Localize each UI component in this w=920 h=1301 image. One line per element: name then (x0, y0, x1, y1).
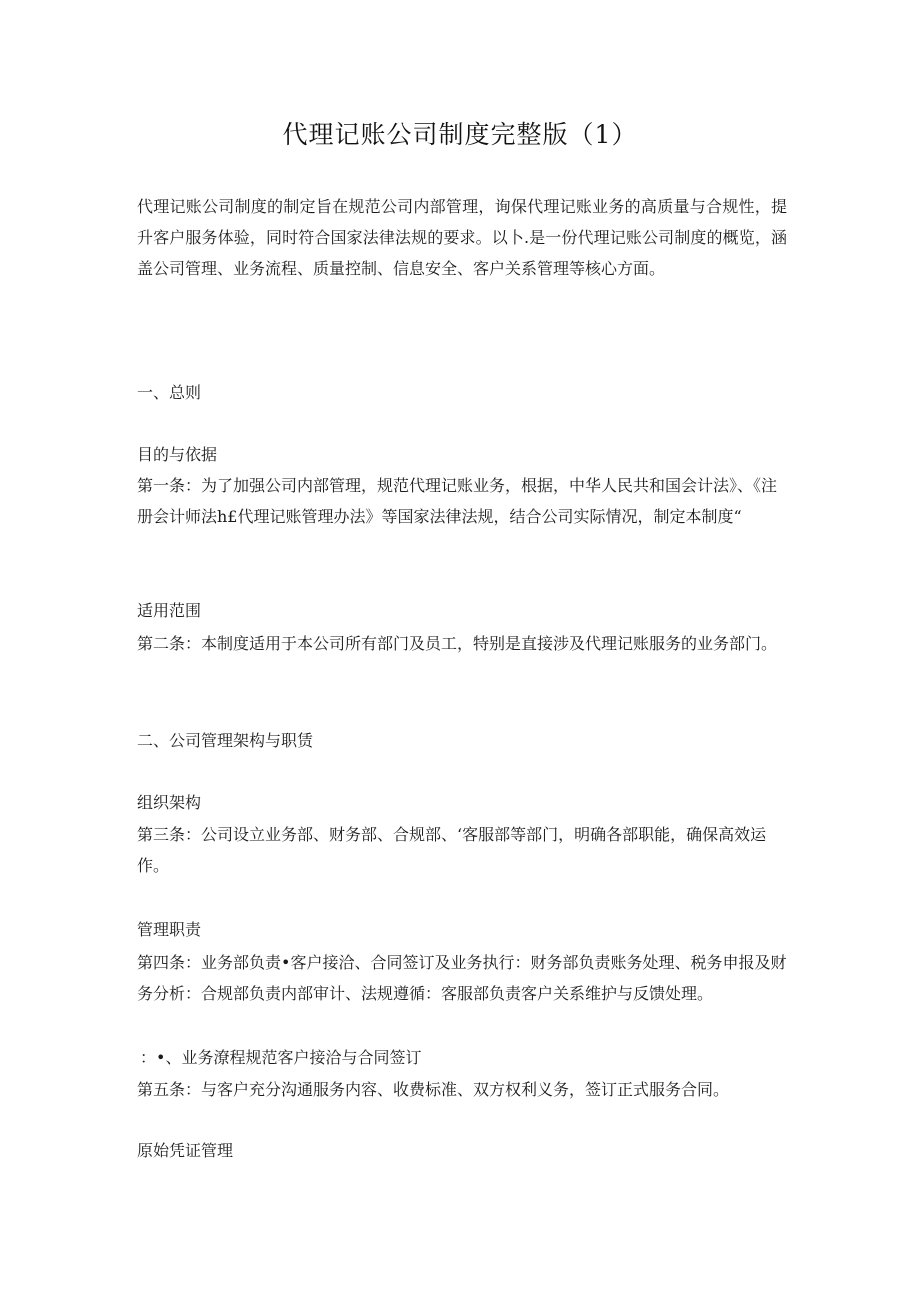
subheading-voucher: 原始凭证管理 (137, 1141, 234, 1160)
section-heading-general: 一、总则 (137, 383, 202, 402)
subheading-duties: 管理职责 (137, 920, 202, 939)
article-1: 第一条：为了加强公司内部管理，规范代理记账业务，根据，中华人民共和国会计法》、《注册会计师法h£代理记账管理办法》等国家法律法规，结合公司实际情况，制定本制度“ (137, 476, 778, 526)
section-heading-management: 二、公司管理架构与职赁 (137, 731, 314, 750)
document-title: 代理记账公司制度完整版（1） (282, 120, 638, 149)
subheading-scope: 适用范围 (137, 601, 202, 620)
section-heading-process: ：•、业务潦程规范客户接洽与合同签订 (140, 1048, 422, 1067)
subheading-organization: 组织架构 (137, 793, 202, 812)
intro-paragraph: 代理记账公司制度的制定旨在规范公司内部管理，询保代理记账业务的高质量与合规性，提升客户服务体验，同时符合国家法律法规的要求。以卜.是一份代理记账公司制度的概览，涵盖公司管理、业务流程、质量控制、信息安全、客户关系管理等核心方面。 (137, 197, 787, 278)
article-5: 第五条：与客户充分沟通服务内容、收费标准、双方权利义务，签订正式服务合同。 (137, 1080, 730, 1099)
subheading-purpose: 目的与依据 (137, 445, 218, 464)
article-2: 第二条：本制度适用于本公司所有部门及员工，特别是直接涉及代理记账服务的业务部门。 (137, 634, 778, 653)
article-4: 第四条：业务部负责•客户接洽、合同签订及业务执行：财务部负责账务处理、税务申报及财务分析：合规部负责内部审计、法规遵循：客服部负责客户关系维护与反馈处理。 (137, 953, 787, 1003)
article-3: 第三条：公司设立业务部、财务部、合规部、‘客服部等部门，明确各部职能，确保高效运作。 (137, 825, 767, 875)
